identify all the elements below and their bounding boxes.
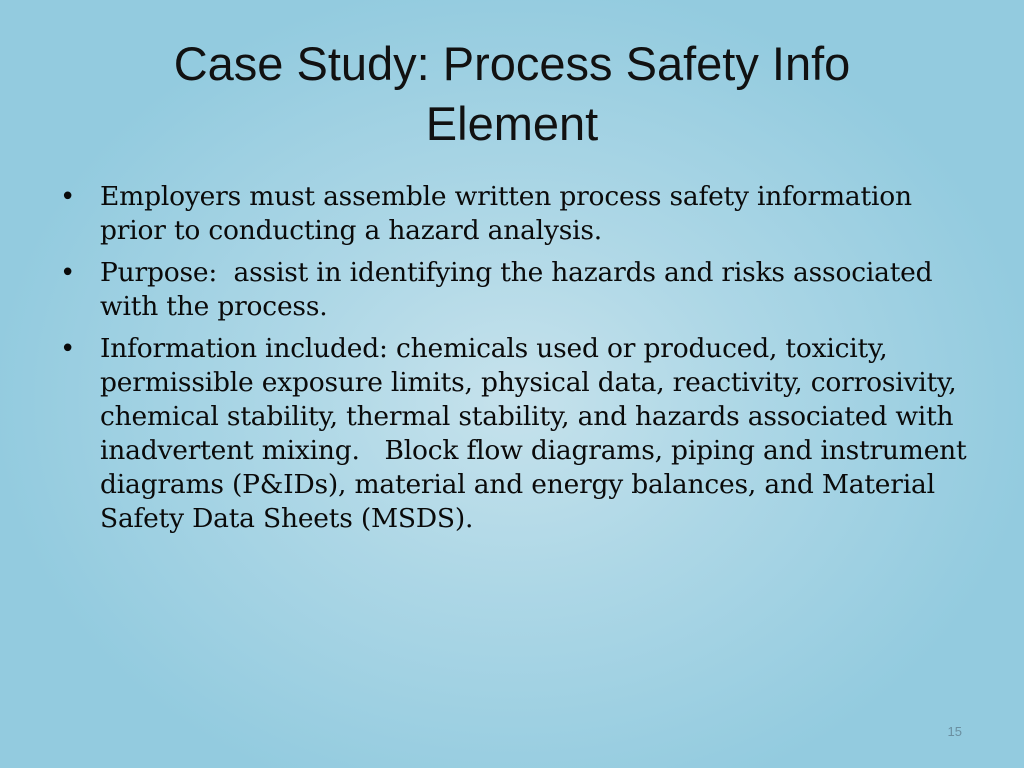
bullet-item: [58, 256, 978, 324]
slide-title-line-2: Element: [425, 97, 599, 150]
bullet-text: Employers must assemble written process safety information prior to conducting a hazard analysis.: [100, 181, 921, 246]
bullet-dot-icon: •: [60, 182, 76, 212]
bullet-item: [58, 332, 978, 536]
bullet-dot-icon: •: [60, 258, 76, 288]
slide-title-line-1: Case Study: Process Safety Info: [173, 37, 851, 90]
bullet-item: [58, 180, 978, 248]
bullet-text: Purpose: assist in identifying the hazards and risks associated with the process.: [100, 257, 941, 322]
slide-title: [60, 34, 964, 154]
bullet-list: [58, 180, 978, 544]
page-number: 15: [947, 724, 962, 739]
bullet-dot-icon: •: [60, 334, 76, 364]
bullet-text: Information included: chemicals used or produced, toxicity, permissible exposure limits, physical data, reactivity, corrosivity, chemical stability, thermal stability, and hazards associated with inadvertent mixing. Block flow diagrams, piping and instrument diagrams (P&IDs), material and energy balances, and Material Safety Data Sheets (MSDS).: [100, 333, 975, 534]
